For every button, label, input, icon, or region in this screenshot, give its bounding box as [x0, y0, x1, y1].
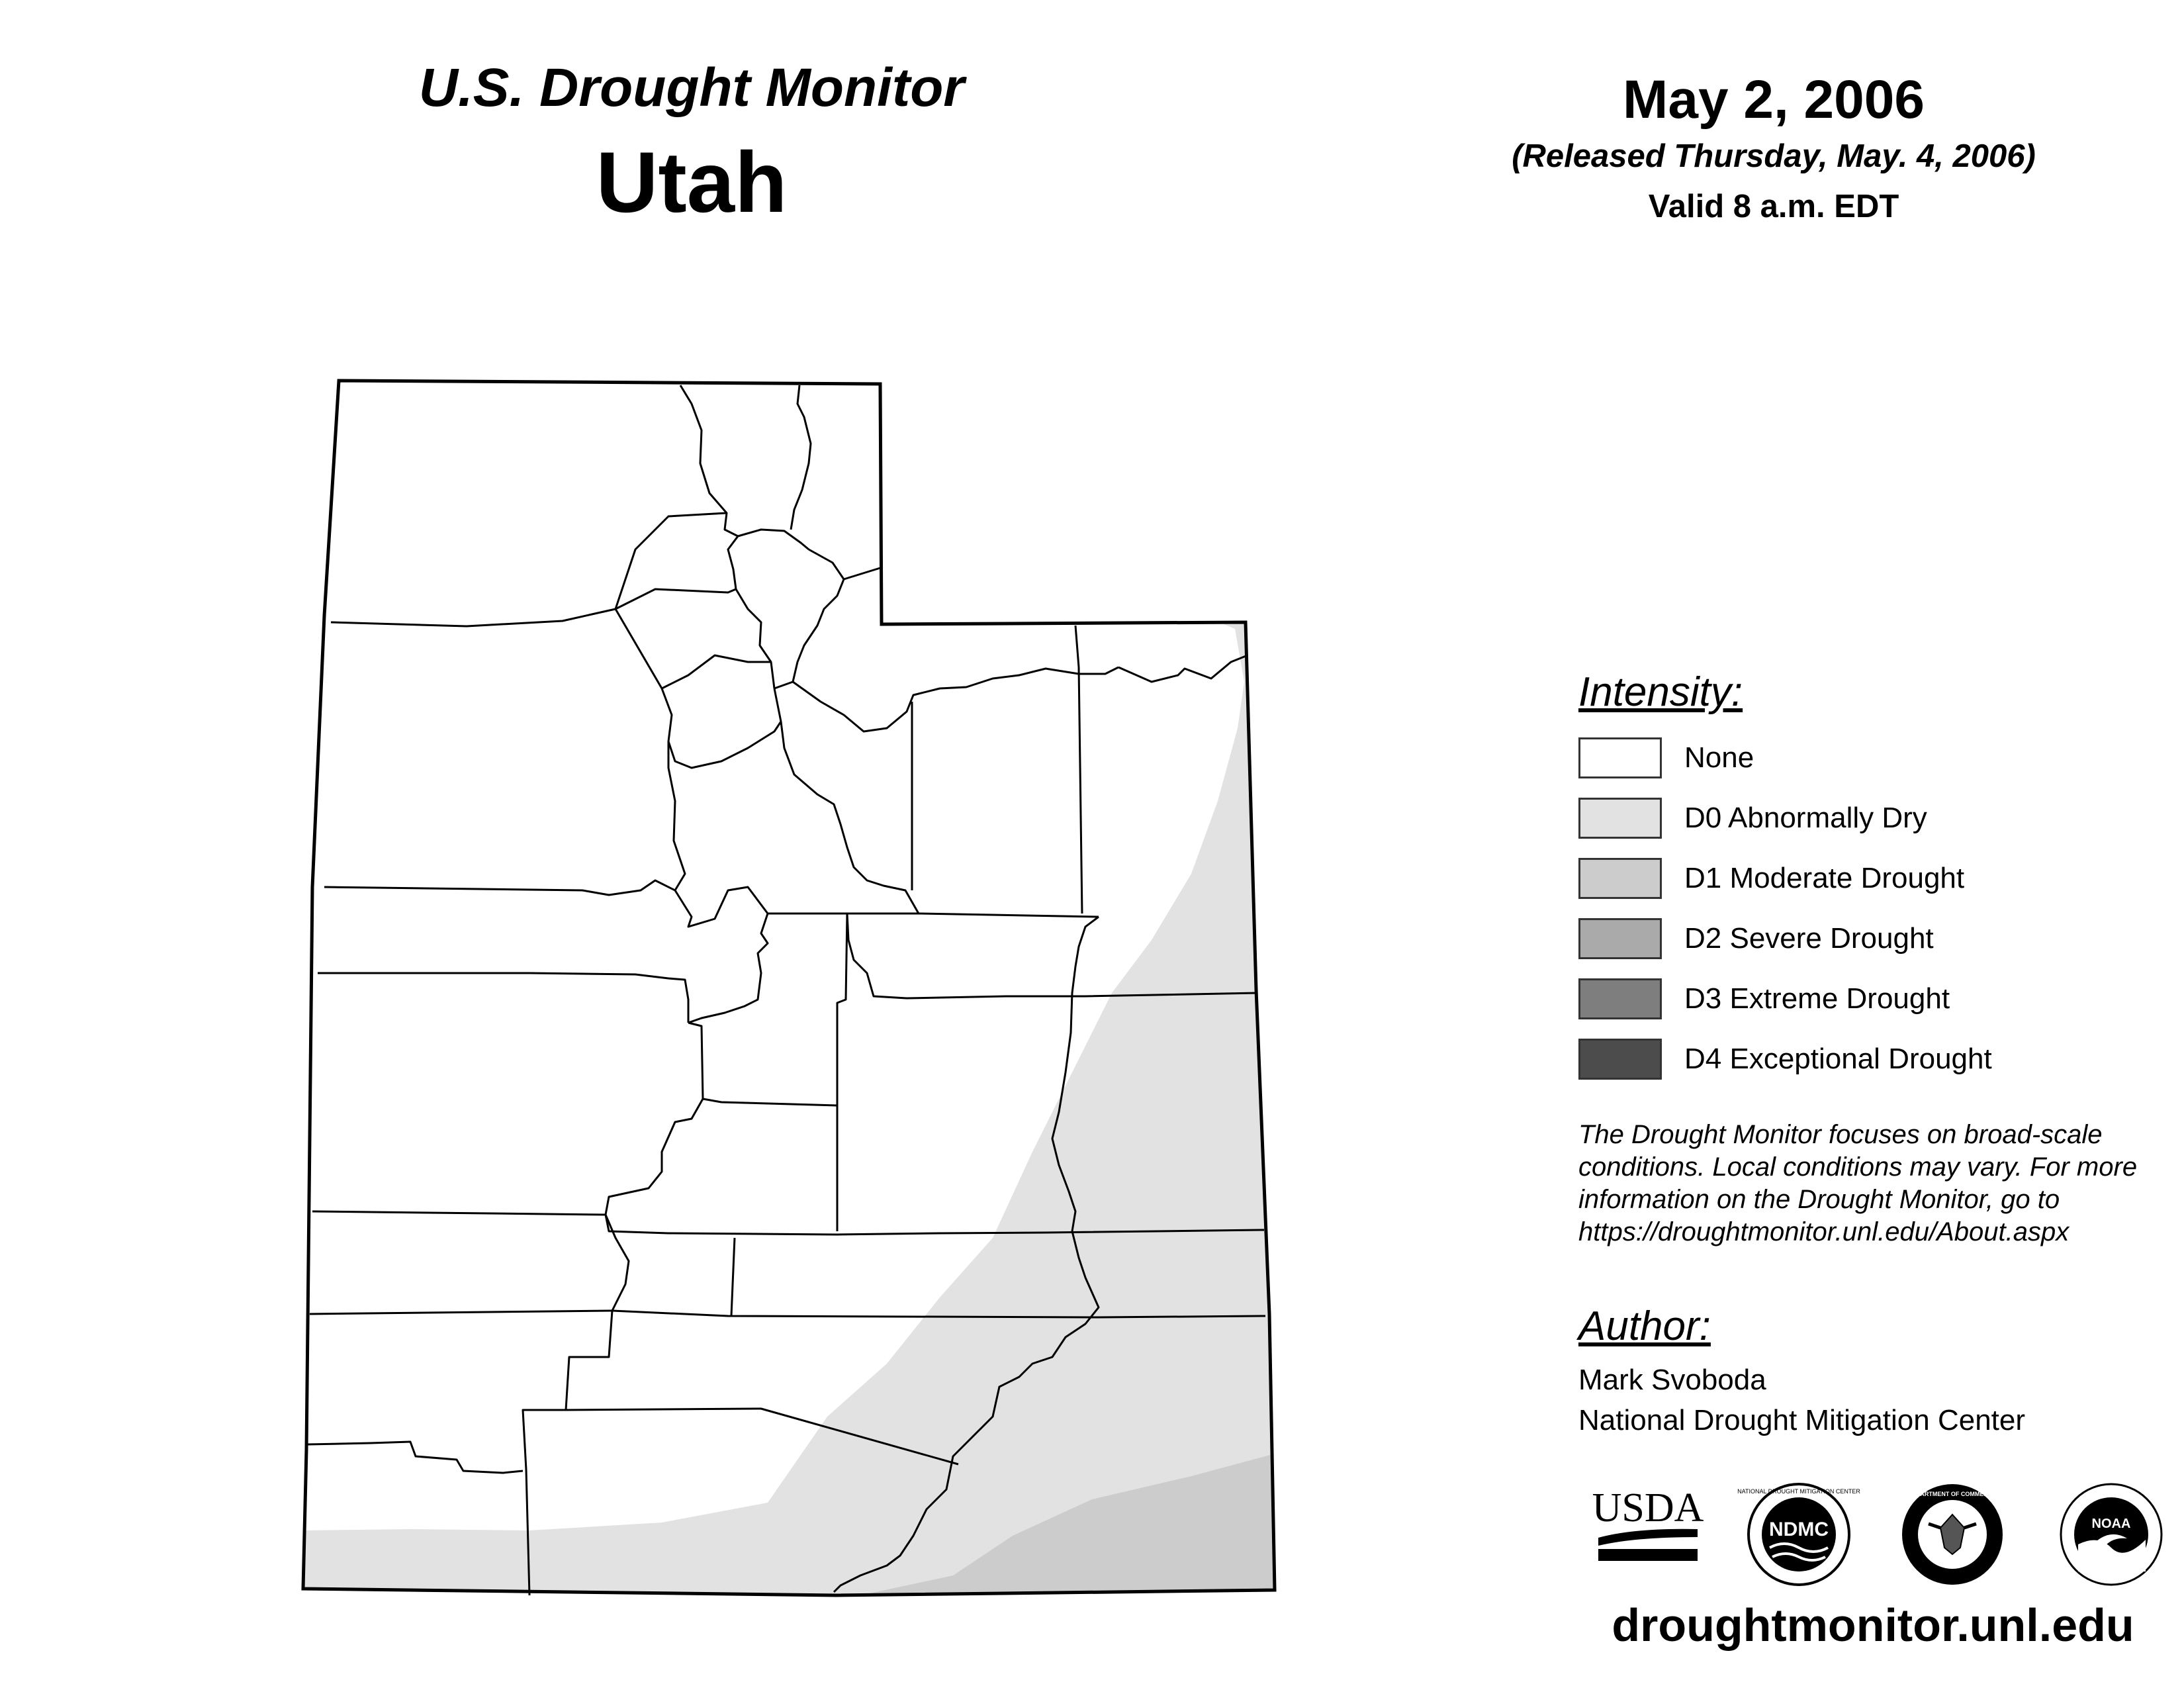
ndmc-ring-text: NATIONAL DROUGHT MITIGATION CENTER — [1737, 1488, 1860, 1495]
commerce-seal — [1899, 1481, 2005, 1587]
ndmc-logo-text: NDMC — [1769, 1519, 1829, 1540]
legend-swatch — [1578, 918, 1662, 959]
author-name: Mark Svoboda — [1578, 1364, 1766, 1396]
legend-swatch — [1578, 858, 1662, 899]
legend-label: D1 Moderate Drought — [1684, 862, 1965, 894]
disclaimer-line: information on the Drought Monitor, go to — [1578, 1185, 2060, 1214]
legend-label: None — [1684, 741, 1754, 774]
legend-title: Intensity: — [1578, 669, 1743, 715]
author-org: National Drought Mitigation Center — [1578, 1404, 2026, 1436]
legend-item — [1578, 797, 1927, 839]
disclaimer-link[interactable]: https://droughtmonitor.unl.edu/About.aspx — [1578, 1217, 2070, 1246]
usda-logo — [1592, 1481, 1704, 1568]
commerce-ring-text: DEPARTMENT OF COMMERCE — [1908, 1491, 1997, 1497]
disclaimer-line: The Drought Monitor focuses on broad-scale — [1578, 1120, 2103, 1149]
map-date: May 2, 2006 — [1623, 70, 1925, 130]
legend-swatch — [1578, 798, 1662, 839]
noaa-logo — [2058, 1481, 2164, 1587]
usda-logo-text: USDA — [1592, 1485, 1704, 1530]
ndmc-logo — [1737, 1481, 1860, 1587]
release-date: (Released Thursday, May. 4, 2006) — [1512, 138, 2036, 174]
author-title: Author: — [1578, 1303, 1711, 1349]
legend-item — [1578, 1038, 1992, 1080]
legend-label: D0 Abnormally Dry — [1684, 802, 1927, 834]
disclaimer-line: conditions. Local conditions may vary. For more — [1578, 1152, 2138, 1182]
legend-item — [1578, 978, 1950, 1020]
legend-label: D2 Severe Drought — [1684, 922, 1934, 955]
legend-swatch — [1578, 737, 1662, 778]
product-title: U.S. Drought Monitor — [418, 58, 965, 118]
legend-item — [1578, 857, 1964, 900]
d0-region — [303, 622, 1284, 1602]
legend-label: D3 Extreme Drought — [1684, 982, 1950, 1015]
valid-time: Valid 8 a.m. EDT — [1648, 189, 1899, 224]
utah-drought-map — [291, 371, 1297, 1615]
legend-item — [1578, 917, 1934, 960]
legend-item — [1578, 737, 1754, 779]
legend-label: D4 Exceptional Drought — [1684, 1043, 1992, 1075]
legend-swatch — [1578, 1039, 1662, 1080]
disclaimer-text — [1578, 1119, 2174, 1248]
state-title: Utah — [596, 134, 788, 230]
noaa-logo-text: NOAA — [2091, 1517, 2131, 1531]
website-link[interactable]: droughtmonitor.unl.edu — [1612, 1599, 2134, 1651]
legend-swatch — [1578, 978, 1662, 1019]
